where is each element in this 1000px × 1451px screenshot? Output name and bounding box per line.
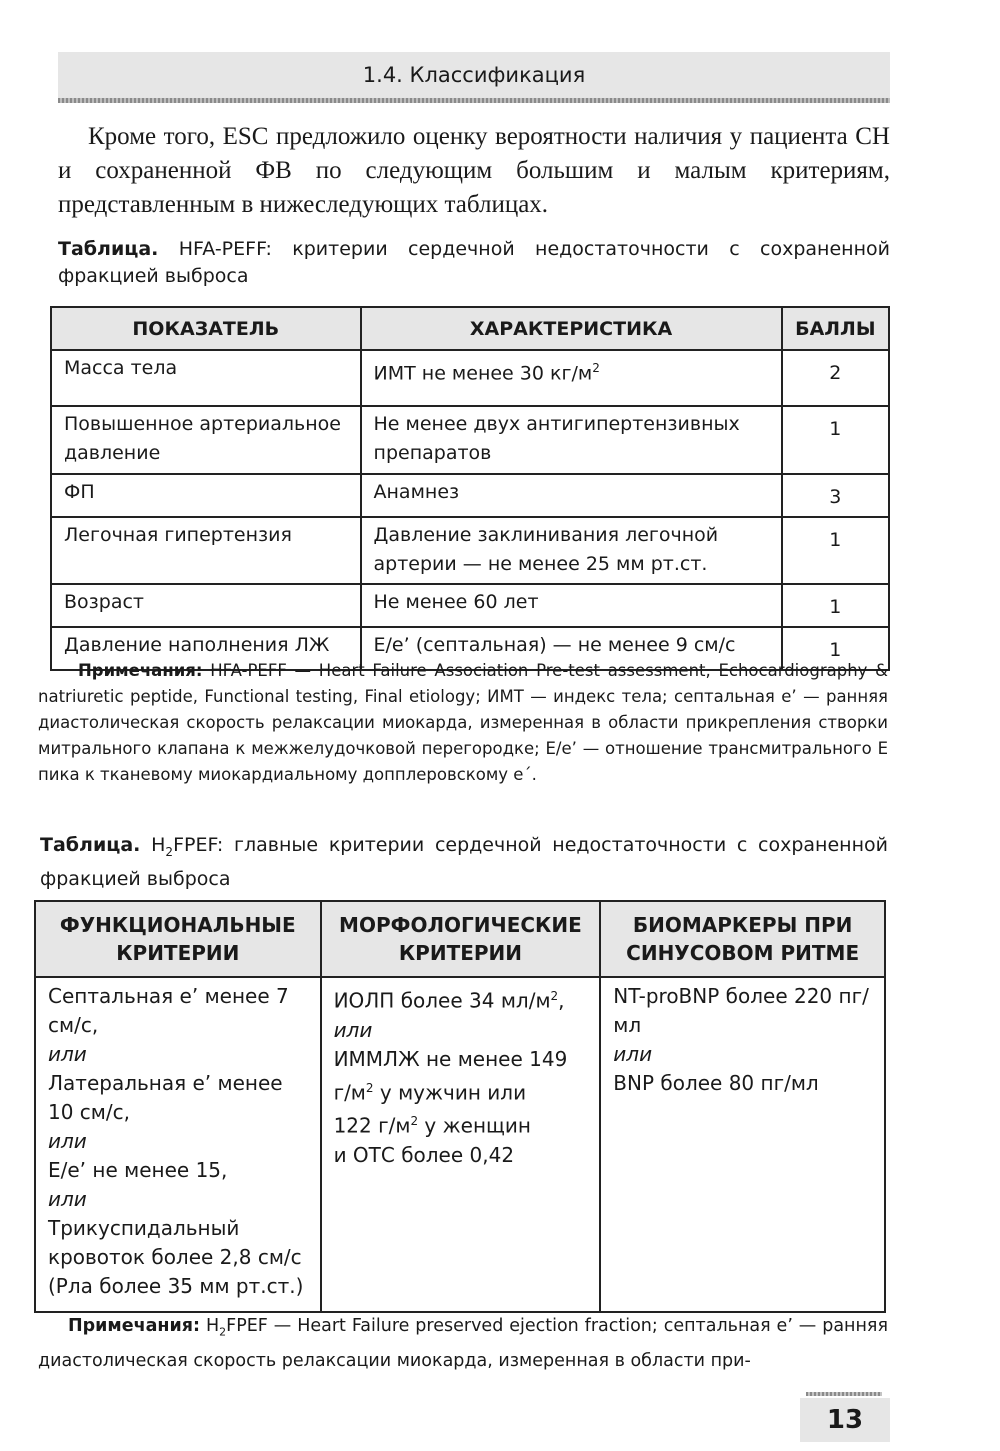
functional-criteria-cell: Септальная е’ менее 7 см/с, или Латеральная е’ менее 10 см/с, или E/e’ не менее 15, или Трикуспидальный кровоток более 2,8 см/с (Рла более 35 мм рт.ст.): [35, 977, 321, 1312]
characteristic-cell: Анамнез: [361, 474, 782, 517]
table2-header-cell: БИОМАРКЕРЫ ПРИ СИНУСОВОМ РИТМЕ: [600, 901, 885, 977]
characteristic-cell: ИМТ не менее 30 $кг/м^2$: [361, 350, 782, 406]
table2-notes: Примечания: $H_2FPEF$ — Heart Failure preserved ejection fraction; септальная е’ — ранняя диастолическая скорость релаксации миокарда, измеренная в области при-: [38, 1316, 888, 1371]
morphological-criteria-cell: ИОЛП более 34 $мл/м^2$, или ИММЛЖ не менее 149 $г/м^2$ у мужчин или 122 $г/м^2$ у женщин и ОТС более 0,42: [321, 977, 601, 1312]
table-row: [51, 517, 889, 584]
table1-notes-text: HFA-PEFF — Heart Failure Association Pre-test assessment, Echocardiography & natriuretic peptide, Functional testing, Final etiology; ИМТ — индекс тела; септальная е’ — ранняя диастолическая скорость релаксации миокарда, измеренная в области прикрепления створки митрального клапана к межжелудочковой перегородке; E/e’ — отношение трансмитрального Е пика к тканевому миокардиальному допплеровскому е´.: [38, 661, 888, 784]
hfa-peff-table: [50, 306, 890, 671]
characteristic-cell: E/e’ (септальная) — не менее 9 см/с: [361, 627, 782, 670]
indicator-cell: Давление наполнения ЛЖ: [51, 627, 361, 670]
biomarkers-cell: NT-proBNP более 220 пг/мл или BNP более 80 пг/мл: [600, 977, 885, 1312]
score-cell: 1: [782, 584, 889, 627]
table2-header-cell: ФУНКЦИОНАЛЬНЫЕ КРИТЕРИИ: [35, 901, 321, 977]
table-row: [51, 406, 889, 474]
table2-caption: Таблица. $H_2FPEF$: главные критерии сердечной недостаточности с сохраненной фракцией выброса: [40, 834, 888, 890]
table1-header-cell: ХАРАКТЕРИСТИКА: [361, 307, 782, 350]
header-rule: [58, 98, 890, 103]
table-row: [35, 977, 885, 1312]
score-cell: 1: [782, 406, 889, 474]
table2-header-cell: МОРФОЛОГИЧЕСКИЕ КРИТЕРИИ: [321, 901, 601, 977]
characteristic-cell: Давление заклинивания легочной артерии — не менее 25 мм рт.ст.: [361, 517, 782, 584]
score-cell: 1: [782, 627, 889, 670]
table1-header-row: [51, 307, 889, 350]
table1-header-cell: ПОКАЗАТЕЛЬ: [51, 307, 361, 350]
indicator-cell: Масса тела: [51, 350, 361, 406]
table1-caption-text: HFA-PEFF: критерии сердечной недостаточности с сохраненной фракцией выброса: [58, 238, 890, 287]
running-header: [58, 52, 890, 98]
indicator-cell: Легочная гипертензия: [51, 517, 361, 584]
page-number-rule: [806, 1392, 882, 1396]
page-number: 13: [800, 1398, 890, 1442]
score-cell: 2: [782, 350, 889, 406]
table2-notes-text: FPEF — Heart Failure preserved ejection fraction; септальная е’ — ранняя диастолическая скорость релаксации миокарда, измеренная в области при-: [38, 1316, 888, 1371]
characteristic-cell: Не менее двух антигипертензивных препаратов: [361, 406, 782, 474]
table1-notes-label: Примечания:: [78, 661, 203, 680]
table2-caption-text: FPEF: главные критерии сердечной недостаточности с сохраненной фракцией выброса: [40, 834, 888, 890]
table-row: [51, 350, 889, 406]
characteristic-cell: Не менее 60 лет: [361, 584, 782, 627]
table2-caption-label: Таблица.: [40, 834, 141, 856]
h2fpef-table: [34, 900, 886, 1313]
table-row: [51, 474, 889, 517]
table1-caption: [58, 236, 890, 290]
indicator-cell: Возраст: [51, 584, 361, 627]
table-row: [51, 584, 889, 627]
indicator-cell: Повышенное артериальное давление: [51, 406, 361, 474]
intro-paragraph: Кроме того, ESC предложило оценку вероятности наличия у пациента СН и сохраненной ФВ по следующим большим и малым критериям, представленным в нижеследующих таблицах.: [58, 123, 890, 218]
running-header-title: 1.4. Классификация: [362, 63, 586, 87]
indicator-cell: ФП: [51, 474, 361, 517]
score-cell: 3: [782, 474, 889, 517]
table1-header-cell: БАЛЛЫ: [782, 307, 889, 350]
table1-caption-label: Таблица.: [58, 238, 159, 260]
table2-notes-label: Примечания:: [68, 1316, 201, 1336]
table2-header-row: [35, 901, 885, 977]
score-cell: 1: [782, 517, 889, 584]
table1-notes: [38, 658, 888, 788]
